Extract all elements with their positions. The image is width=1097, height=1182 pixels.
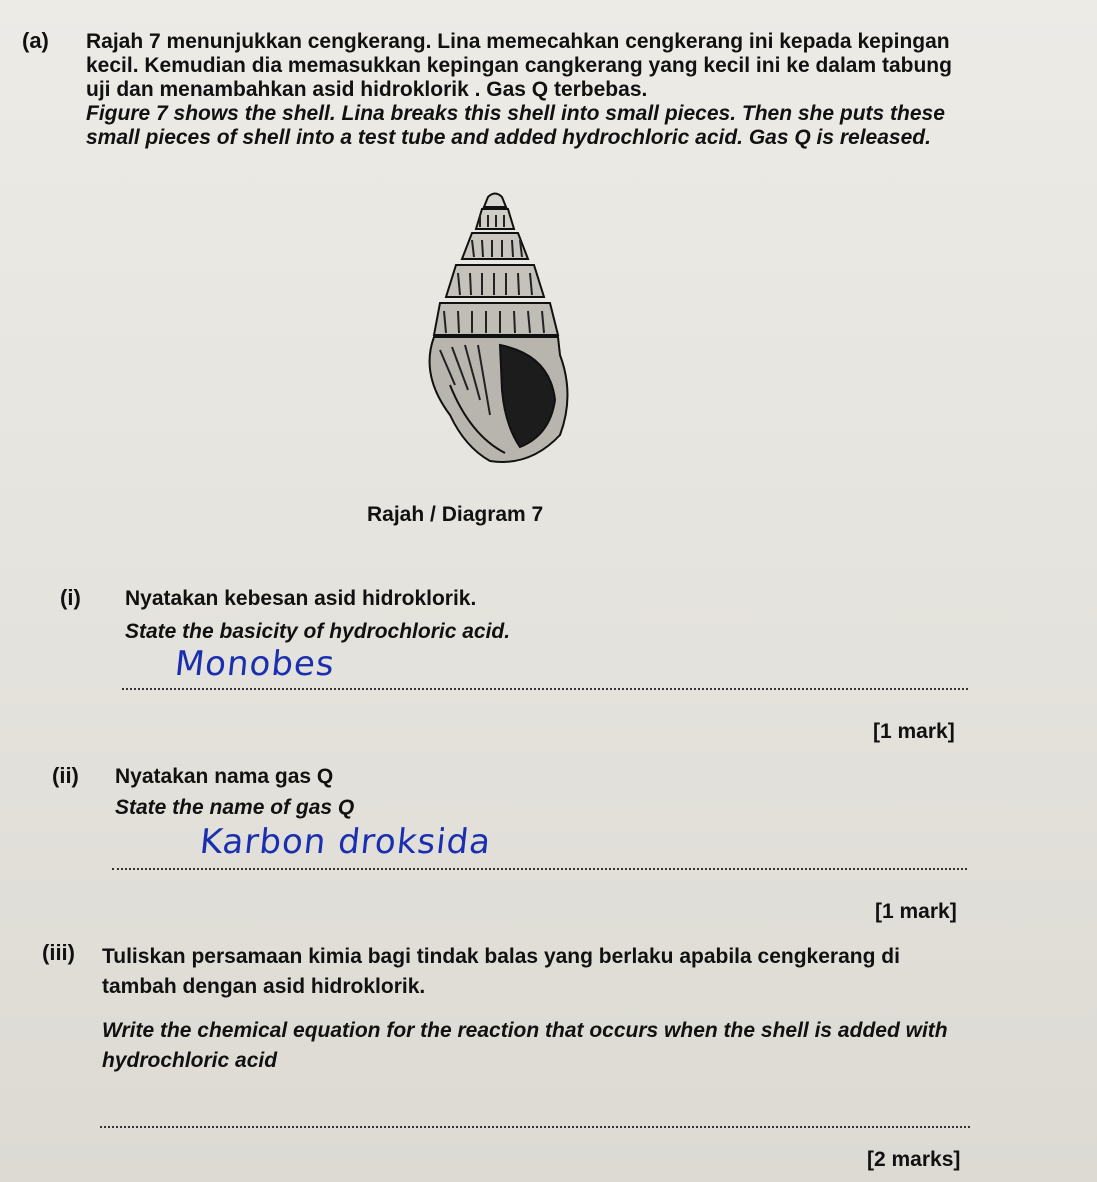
shell-diagram xyxy=(410,185,580,475)
question-iii-label: (iii) xyxy=(42,940,75,965)
answer-ii-handwriting: Karbon droksida xyxy=(197,822,494,862)
question-i-label: (i) xyxy=(60,585,81,610)
question-ii-label: (ii) xyxy=(52,763,79,788)
diagram-caption: Rajah / Diagram 7 xyxy=(367,503,544,526)
question-iii-english: Write the chemical equation for the reaction that occurs when the shell is added with hydrochloric acid xyxy=(102,1019,948,1072)
question-iii-marks: [2 marks] xyxy=(867,1148,961,1171)
question-ii-marks: [1 mark] xyxy=(875,900,957,923)
question-ii-malay: Nyatakan nama gas Q xyxy=(115,765,334,788)
question-i-english: State the basicity of hydrochloric acid. xyxy=(125,620,511,643)
question-i-malay: Nyatakan kebesan asid hidroklorik. xyxy=(125,587,477,610)
intro-malay: Rajah 7 menunjukkan cengkerang. Lina memecahkan cengkerang ini kepada kepingan kecil. Kemudian dia memasukkan kepingan cangkerang yang kecil ini ke dalam tabung uji dan menambahkan asid hidroklorik . Gas Q terbebas. xyxy=(86,30,952,101)
intro-english: Figure 7 shows the shell. Lina breaks this shell into small pieces. Then she puts these small pieces of shell into a test tube and added hydrochloric acid. Gas Q is released. xyxy=(86,102,945,149)
part-label: (a) xyxy=(22,28,49,53)
answer-ii-line xyxy=(112,868,967,870)
question-i-marks: [1 mark] xyxy=(873,720,955,743)
question-ii-english: State the name of gas Q xyxy=(115,796,355,819)
answer-i-line xyxy=(122,688,968,690)
answer-iii-line xyxy=(100,1126,970,1128)
answer-i-handwriting: Monobes xyxy=(172,644,337,684)
question-iii-malay: Tuliskan persamaan kimia bagi tindak balas yang berlaku apabila cengkerang di tambah dengan asid hidroklorik. xyxy=(102,945,900,998)
